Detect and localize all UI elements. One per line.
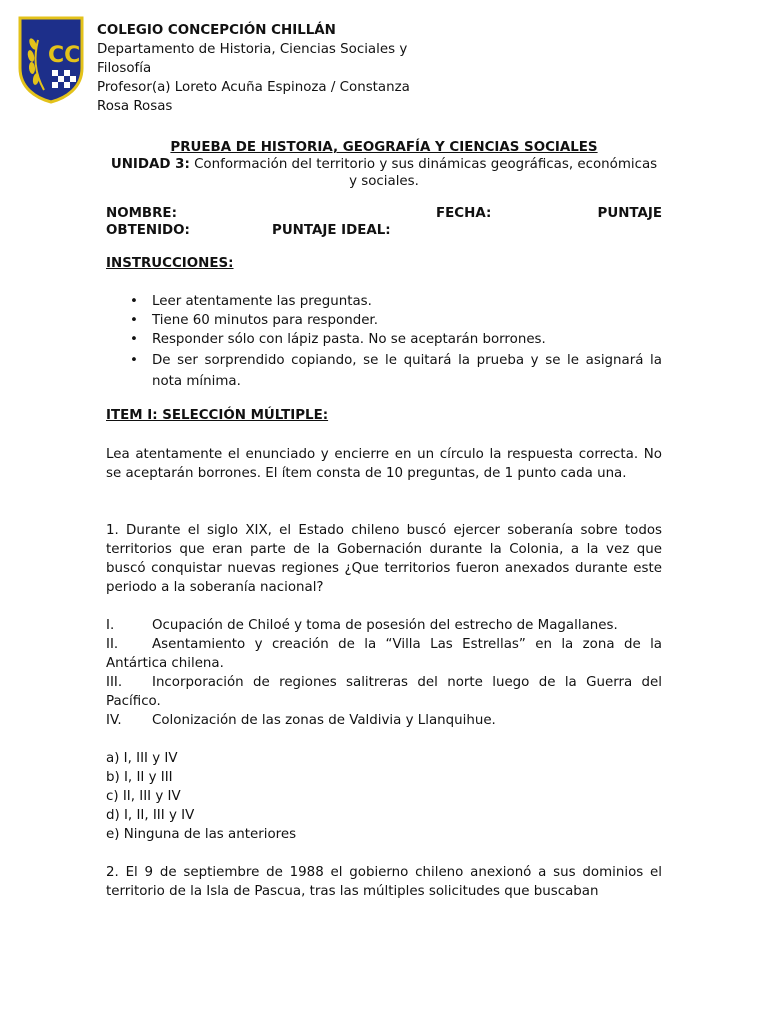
school-crest-logo [18,16,84,104]
instructions-list [106,293,662,393]
teacher-names: Profesor(a) Loreto Acuña Espinoza / Constanza Rosa Rosas [97,80,410,114]
statement-number: I. [106,618,115,633]
question-1: 1. Durante el siglo XIX, el Estado chileno buscó ejercer soberanía sobre todos territorios que eran parte de la Gobernación durante la Colonia, a la vez que buscó conquistar nuevas regiones ¿Que territorios fueron anexados durante este periodo a la soberanía nacional? [106,523,662,595]
field-fecha: FECHA: [436,206,492,221]
instruction-item: • Responder sólo con lápiz pasta. No se aceptarán borrones. [106,331,662,349]
instruction-item: • De ser sorprendido copiando, se le quitará la prueba y se le asignará la nota mínima. [106,350,662,392]
answer-option: b) I, II y III [106,770,173,785]
document-header [97,21,437,114]
school-name: COLEGIO CONCEPCIÓN CHILLÁN [97,23,336,38]
field-puntaje: PUNTAJE [597,206,662,221]
item1-intro: Lea atentamente el enunciado y encierre en un círculo la respuesta correcta. No se aceptarán borrones. El ítem consta de 10 preguntas, de 1 punto cada una. [106,447,662,481]
statement-text: Asentamiento y creación de la “Villa Las Estrellas” en la zona de la Antártica chilena. [106,637,662,671]
statement-text: Colonización de las zonas de Valdivia y Llanquihue. [152,713,496,728]
logo-lettering: CC [48,43,81,68]
question-1-options [106,749,662,844]
answer-option: d) I, II, III y IV [106,808,195,823]
statement-number: II. [106,637,119,652]
answer-option: c) II, III y IV [106,789,181,804]
statement-text: Ocupación de Chiloé y toma de posesión del estrecho de Magallanes. [152,618,618,633]
instruction-item: • Leer atentamente las preguntas. [106,293,662,311]
statement-item [106,673,662,711]
unit-text: Conformación del territorio y sus dinámicas geográficas, económicas y sociales. [189,157,658,189]
instruction-item: • Tiene 60 minutos para responder. [106,312,662,330]
instructions-heading: INSTRUCCIONES: [106,256,234,271]
answer-option: e) Ninguna de las anteriores [106,827,297,842]
statement-text: Incorporación de regiones salitreras del norte luego de la Guerra del Pacífico. [106,675,662,709]
question-1-statements [106,616,662,730]
field-puntaje-ideal: PUNTAJE IDEAL: [272,223,391,238]
statement-item [106,711,662,730]
item1-heading: ITEM I: SELECCIÓN MÚLTIPLE: [106,408,329,423]
student-fields [106,205,662,239]
unit-subtitle [106,156,662,190]
test-title: PRUEBA DE HISTORIA, GEOGRAFÍA Y CIENCIAS SOCIALES [170,140,598,155]
statement-number: IV. [106,713,122,728]
field-nombre: NOMBRE: [106,206,177,221]
department-name: Departamento de Historia, Ciencias Sociales y Filosofía [97,42,408,76]
unit-label: UNIDAD 3: [110,157,190,172]
title-block [106,139,662,190]
question-2: 2. El 9 de septiembre de 1988 el gobierno chileno anexionó a sus dominios el territorio de la Isla de Pascua, tras las múltiples solicitudes que buscaban [106,865,662,899]
statement-number: III. [106,675,123,690]
statement-item [106,616,662,635]
answer-option: a) I, III y IV [106,751,178,766]
statement-item [106,635,662,673]
field-obtenido: OBTENIDO: [106,223,190,238]
